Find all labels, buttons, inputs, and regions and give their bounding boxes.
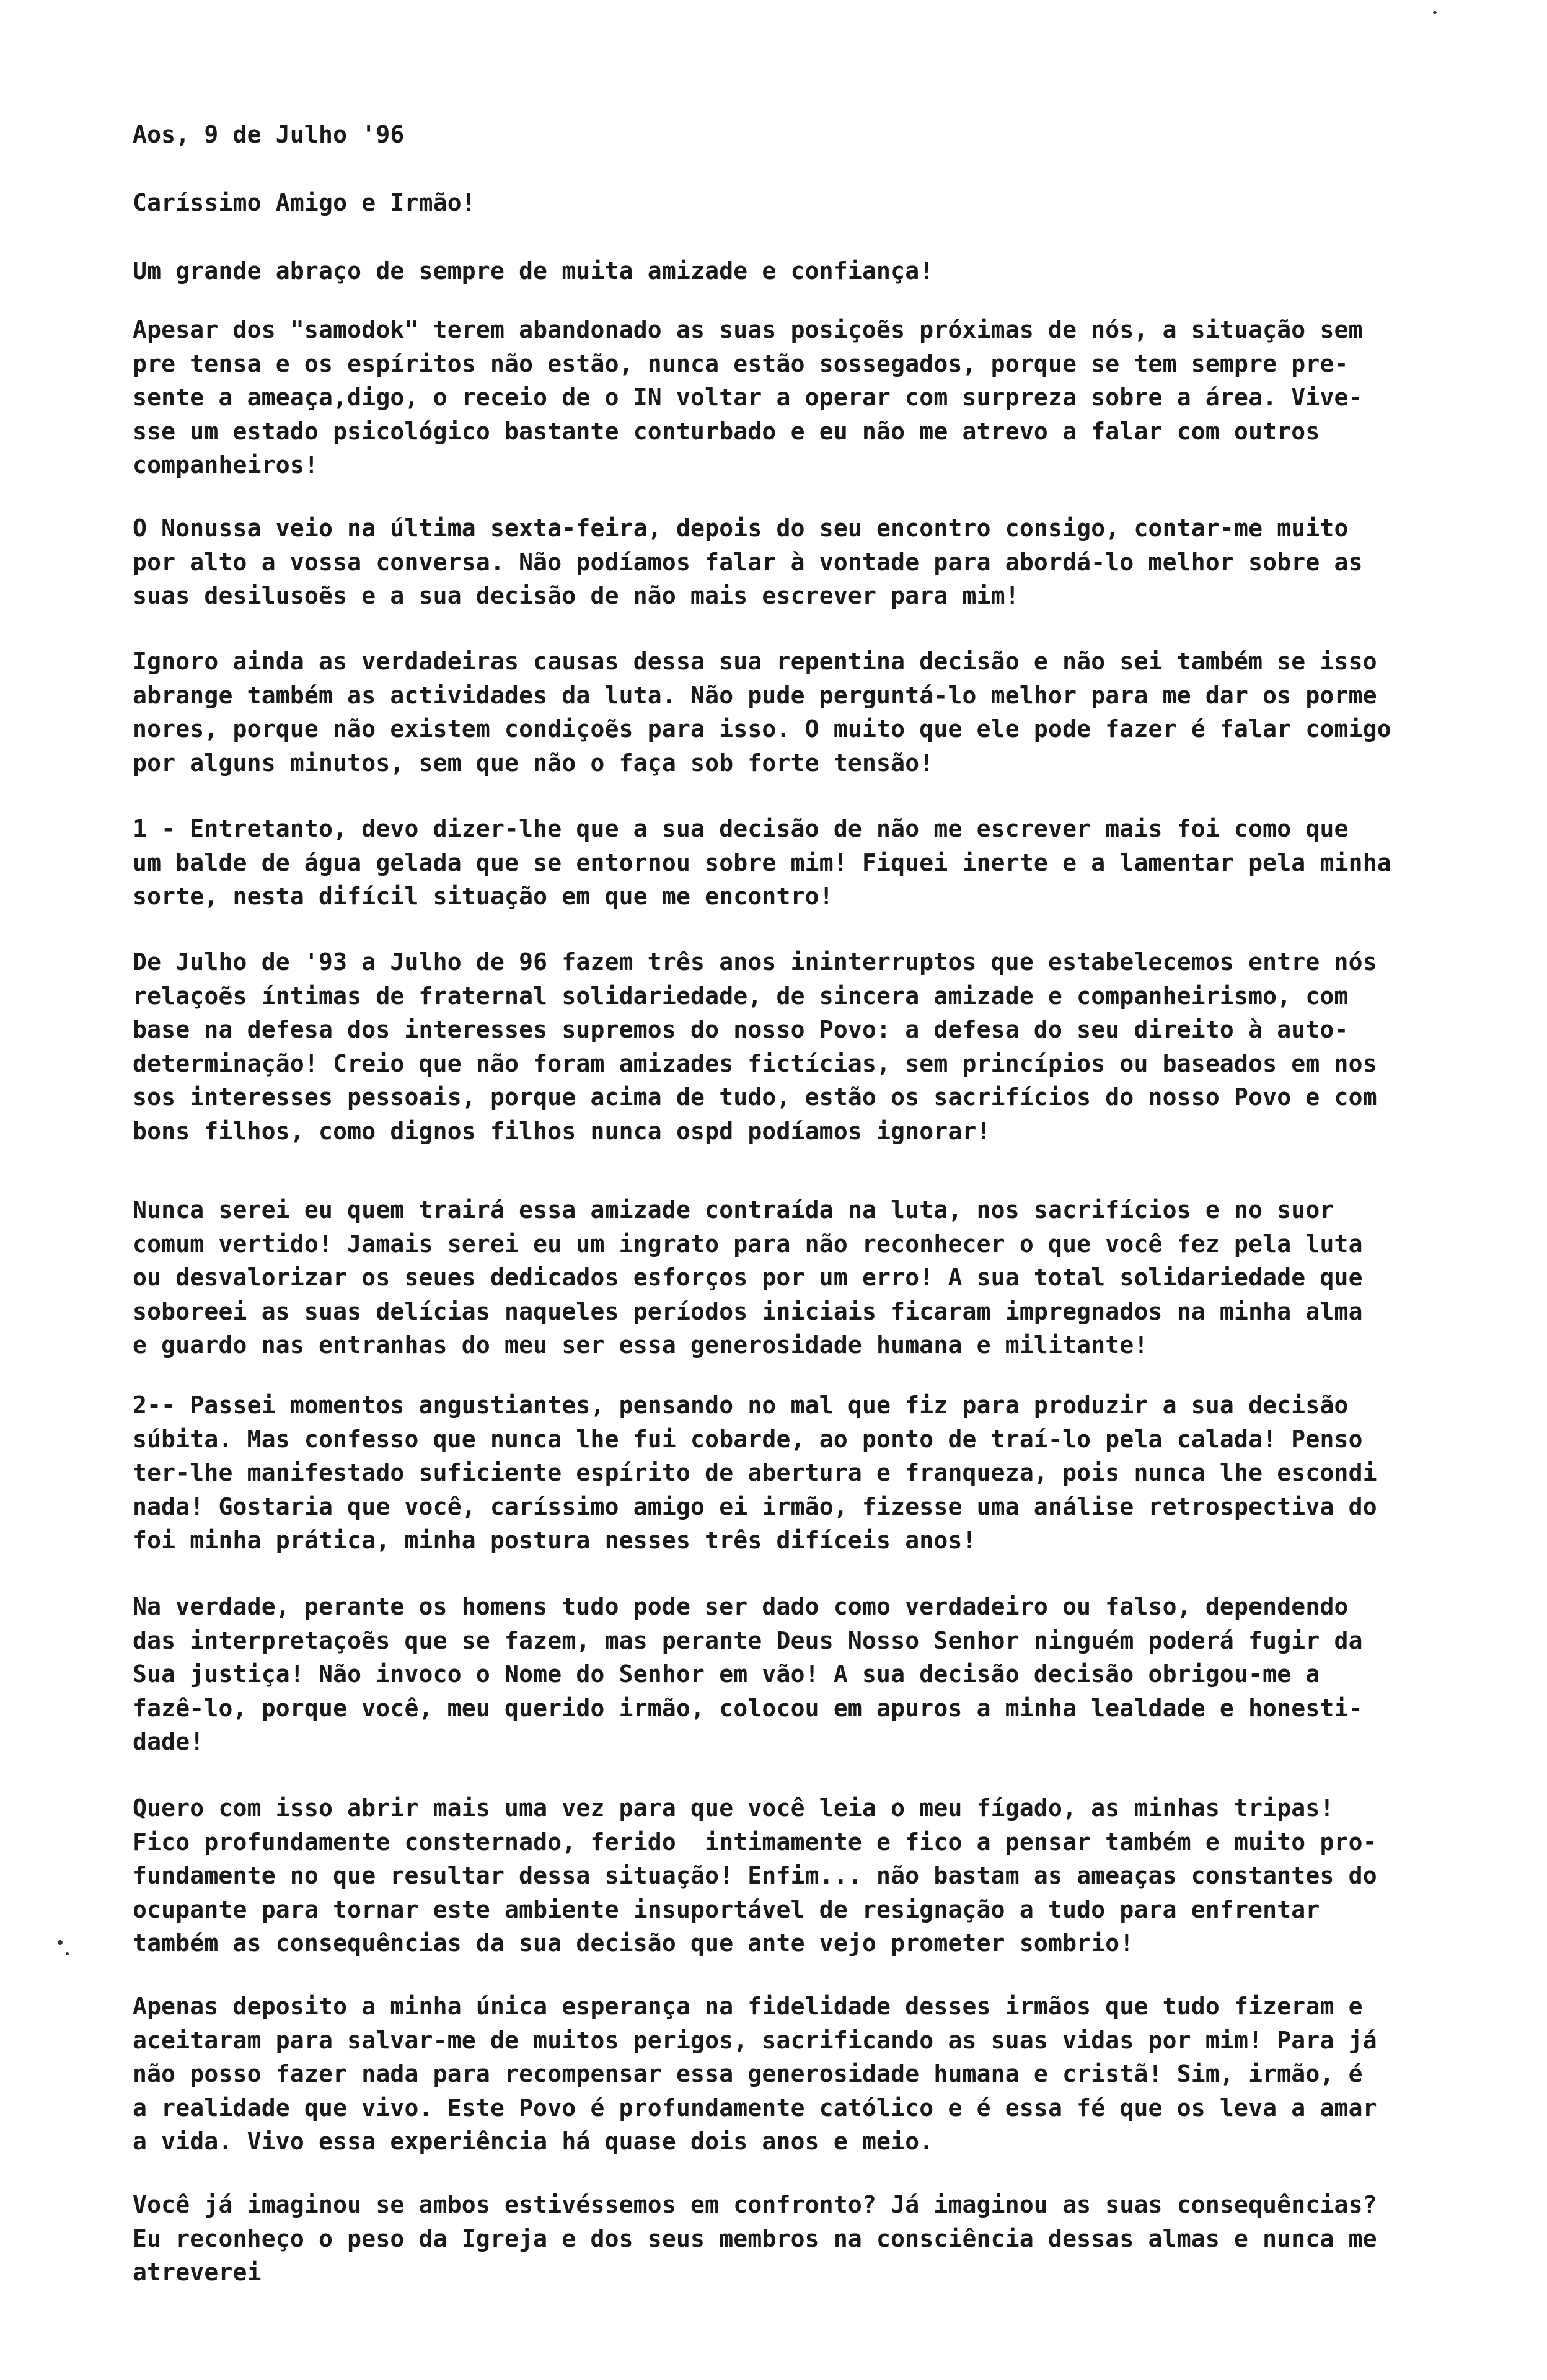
paragraph-4: 1 - Entretanto, devo dizer-lhe que a sua decisão de não me escrever mais foi como que um balde de água gelada que se entornou sobre mim! Fiquei inerte e a lamentar pela minha sorte, nesta difícil situação em que me encontro! bbox=[133, 815, 1391, 910]
scan-speck bbox=[66, 1952, 69, 1955]
date-line: Aos, 9 de Julho '96 bbox=[133, 121, 405, 148]
paragraph-9: Quero com isso abrir mais uma vez para que você leia o meu fígado, as minhas tripas! Fico profundamente consternado, ferido intimamente e fico a pensar também e muito pro- fundamente no que resultar dessa situação! Enfim... não bastam as ameaças constantes do ocupante para tornar este ambiente insuportável de resignação a tudo para enfrentar também as consequências da sua decisão que ante vejo prometer sombrio! bbox=[133, 1794, 1377, 1957]
paragraph-7: 2-- Passei momentos angustiantes, pensando no mal que fiz para produzir a sua decisão súbita. Mas confesso que nunca lhe fui cobarde, ao ponto de traí-lo pela calada! Penso ter-lhe manifestado suficiente espírito de abertura e franqueza, pois nunca lhe escondi nada! Gostaria que você, caríssimo amigo ei irmão, fizesse uma análise retrospectiva do foi minha prática, minha postura nesses três difíceis anos! bbox=[133, 1391, 1377, 1554]
paragraph-8: Na verdade, perante os homens tudo pode ser dado como verdadeiro ou falso, dependendo das interpretaçoẽs que se fazem, mas perante Deus Nosso Senhor ninguém poderá fugir da Sua justiça! Não invoco o Nome do Senhor em vão! A sua decisão decisão obrigou-me a fazê-lo, porque você, meu querido irmão, colocou em apuros a minha lealdade e honesti- dade! bbox=[133, 1593, 1363, 1755]
salutation: Caríssimo Amigo e Irmão! bbox=[133, 189, 476, 216]
paragraph-5: De Julho de '93 a Julho de 96 fazem três anos ininterruptos que estabelecemos entre nós relaçoẽs íntimas de fraternal solidariedade, de sincera amizade e companheirismo, com base na defesa dos interesses supremos do nosso Povo: a defesa do seu direito à auto- determinação! Creio que não foram amizades fictícias, sem princípios ou baseados em nos sos interesses pessoais, porque acima de tudo, estão os sacrifícios do nosso Povo e com bons filhos, como dignos filhos nunca ospd podíamos ignorar! bbox=[133, 948, 1377, 1145]
greeting: Um grande abraço de sempre de muita amizade e confiança! bbox=[133, 257, 934, 284]
scan-speck bbox=[58, 1940, 63, 1945]
paragraph-3: Ignoro ainda as verdadeiras causas dessa sua repentina decisão e não sei também se isso abrange também as actividades da luta. Não pude perguntá-lo melhor para me dar os porme nores, porque não existem condiçoẽs para isso. O muito que ele pode fazer é falar comigo por alguns minutos, sem que não o faça sob forte tensão! bbox=[133, 648, 1391, 777]
paragraph-1: Apesar dos "samodok" terem abandonado as suas posiçoẽs próximas de nós, a situação sem pre tensa e os espíritos não estão, nunca estão sossegados, porque se tem sempre pre- sente a ameaça,digo, o receio de o IN voltar a operar com surpreza sobre a área. Vive- sse um estado psicológico bastante conturbado e eu não me atrevo a falar com outros companheiros! bbox=[133, 316, 1363, 478]
paragraph-11: Você já imaginou se ambos estivéssemos em confronto? Já imaginou as suas consequências? Eu reconheço o peso da Igreja e dos seus membros na consciência dessas almas e nunca me atreverei bbox=[133, 2191, 1377, 2286]
scan-speck bbox=[1433, 11, 1437, 14]
paragraph-10: Apenas deposito a minha única esperança na fidelidade desses irmãos que tudo fizeram e aceitaram para salvar-me de muitos perigos, sacrificando as suas vidas por mim! Para já não posso fazer nada para recompensar essa generosidade humana e cristã! Sim, irmão, é a realidade que vivo. Este Povo é profundamente católico e é essa fé que os leva a amar a vida. Vivo essa experiência há quase dois anos e meio. bbox=[133, 1993, 1377, 2155]
paragraph-6: Nunca serei eu quem trairá essa amizade contraída na luta, nos sacrifícios e no suor comum vertido! Jamais serei eu um ingrato para não reconhecer o que você fez pela luta ou desvalorizar os seues dedicados esforços por um erro! A sua total solidariedade que soboreei as suas delícias naqueles períodos iniciais ficaram impregnados na minha alma e guardo nas entranhas do meu ser essa generosidade humana e militante! bbox=[133, 1196, 1363, 1359]
paragraph-2: O Nonussa veio na última sexta-feira, depois do seu encontro consigo, contar-me muito por alto a vossa conversa. Não podíamos falar à vontade para abordá-lo melhor sobre as suas desilusoẽs e a sua decisão de não mais escrever para mim! bbox=[133, 514, 1363, 609]
